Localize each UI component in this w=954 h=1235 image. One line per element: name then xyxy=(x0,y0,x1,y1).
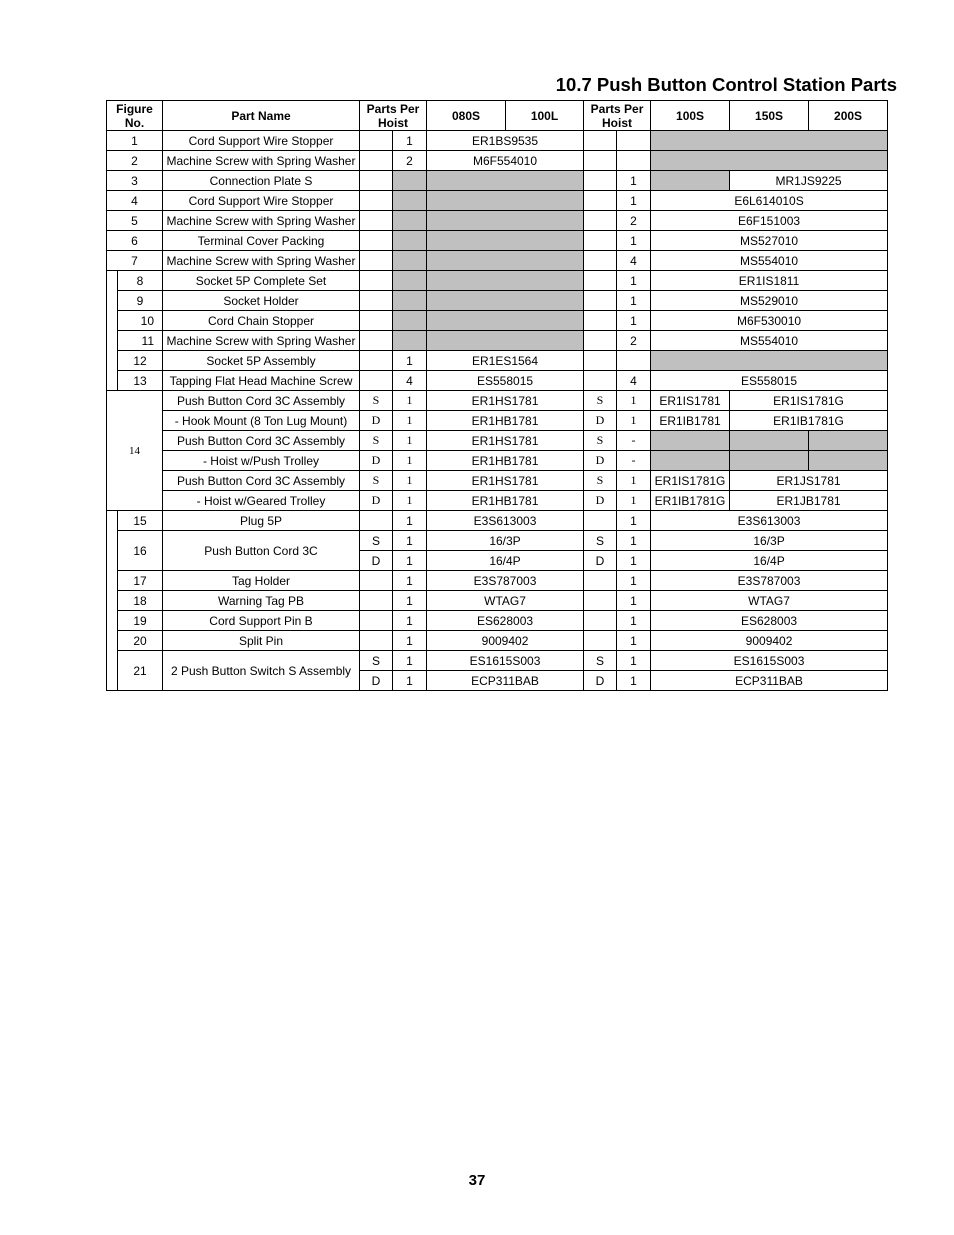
table-row xyxy=(107,391,888,411)
na-cell xyxy=(393,171,427,191)
qty-b: 1 xyxy=(617,631,651,651)
table-row xyxy=(107,571,888,591)
size-cell-a xyxy=(360,191,393,211)
part-no-150s-200s: ER1IS1781G xyxy=(730,391,888,411)
part-no-b: E3S787003 xyxy=(651,571,888,591)
part-no-b: 16/4P xyxy=(651,551,888,571)
size-b: S xyxy=(584,431,617,451)
figure-no: 5 xyxy=(107,211,163,231)
part-name: Socket Holder xyxy=(163,291,360,311)
part-name: - Hoist w/Push Trolley xyxy=(163,451,360,471)
qty-a: 1 xyxy=(393,491,427,511)
part-no-a: E3S613003 xyxy=(427,511,584,531)
part-name: Cord Chain Stopper xyxy=(163,311,360,331)
size-a: D xyxy=(360,671,393,691)
size-b: S xyxy=(584,471,617,491)
part-no-a: 16/3P xyxy=(427,531,584,551)
figure-no: 6 xyxy=(107,231,163,251)
part-no-b: ES628003 xyxy=(651,611,888,631)
part-no-a: ER1HS1781 xyxy=(427,391,584,411)
size-cell-a xyxy=(360,151,393,171)
size-cell-b xyxy=(584,311,617,331)
na-cell xyxy=(393,331,427,351)
qty-a: 4 xyxy=(393,371,427,391)
size-b: S xyxy=(584,391,617,411)
part-no-b: MS529010 xyxy=(651,291,888,311)
qty-b: - xyxy=(617,451,651,471)
size-cell-a xyxy=(360,611,393,631)
page-number: 37 xyxy=(468,1172,486,1189)
part-name: Plug 5P xyxy=(163,511,360,531)
qty-a: 1 xyxy=(393,131,427,151)
part-no-b: 9009402 xyxy=(651,631,888,651)
qty-b: 2 xyxy=(617,211,651,231)
na-cell xyxy=(809,451,888,471)
part-no-a: ES628003 xyxy=(427,611,584,631)
size-cell-b xyxy=(584,351,617,371)
size-cell-a xyxy=(360,291,393,311)
indent-column xyxy=(107,271,118,391)
na-cell xyxy=(427,271,584,291)
part-name: Cord Support Wire Stopper xyxy=(163,191,360,211)
na-cell xyxy=(393,211,427,231)
part-name: - Hook Mount (8 Ton Lug Mount) xyxy=(163,411,360,431)
size-cell-b xyxy=(584,151,617,171)
na-cell xyxy=(393,271,427,291)
qty-a: 1 xyxy=(393,651,427,671)
na-cell xyxy=(393,311,427,331)
size-cell-b xyxy=(584,171,617,191)
na-cell xyxy=(651,451,730,471)
size-cell-b xyxy=(584,291,617,311)
part-no-a: 9009402 xyxy=(427,631,584,651)
part-name: Warning Tag PB xyxy=(163,591,360,611)
qty-a: 1 xyxy=(393,551,427,571)
size-cell-b xyxy=(584,211,617,231)
table-row xyxy=(107,231,888,251)
table-row xyxy=(107,471,888,491)
qty-b: 1 xyxy=(617,471,651,491)
size-b: D xyxy=(584,551,617,571)
size-a: S xyxy=(360,471,393,491)
table-row xyxy=(107,351,888,371)
qty-a: 1 xyxy=(393,451,427,471)
qty-b: 1 xyxy=(617,651,651,671)
size-cell-b xyxy=(584,571,617,591)
part-no-150s-200s: ER1JS1781 xyxy=(730,471,888,491)
figure-no: 7 xyxy=(107,251,163,271)
qty-b: 1 xyxy=(617,291,651,311)
qty-b xyxy=(617,131,651,151)
na-cell xyxy=(427,191,584,211)
size-cell-b xyxy=(584,191,617,211)
qty-b: - xyxy=(617,431,651,451)
na-cell xyxy=(651,151,888,171)
part-no-b: MR1JS9225 xyxy=(730,171,888,191)
header-part-name: Part Name xyxy=(163,101,360,131)
na-cell xyxy=(427,171,584,191)
part-no-a: ER1HS1781 xyxy=(427,471,584,491)
size-cell-b xyxy=(584,611,617,631)
header-parts-per-hoist-a: Parts Per Hoist xyxy=(360,101,427,131)
part-no-b: E3S613003 xyxy=(651,511,888,531)
size-cell-a xyxy=(360,171,393,191)
table-row xyxy=(107,491,888,511)
part-no-150s-200s: ER1IB1781G xyxy=(730,411,888,431)
na-cell xyxy=(730,431,809,451)
figure-no: 19 xyxy=(118,611,163,631)
qty-b xyxy=(617,151,651,171)
figure-no: 18 xyxy=(118,591,163,611)
table-header-row xyxy=(107,101,888,131)
table-row xyxy=(107,171,888,191)
qty-b: 2 xyxy=(617,331,651,351)
part-no-a: WTAG7 xyxy=(427,591,584,611)
qty-b: 1 xyxy=(617,671,651,691)
qty-b: 1 xyxy=(617,491,651,511)
table-row xyxy=(107,431,888,451)
qty-b: 1 xyxy=(617,171,651,191)
part-no-a: ER1HB1781 xyxy=(427,491,584,511)
na-cell xyxy=(427,311,584,331)
part-no-100s: ER1IB1781 xyxy=(651,411,730,431)
figure-no: 17 xyxy=(118,571,163,591)
part-name: Socket 5P Complete Set xyxy=(163,271,360,291)
size-a: S xyxy=(360,431,393,451)
size-a: D xyxy=(360,451,393,471)
figure-no: 4 xyxy=(107,191,163,211)
figure-no: 3 xyxy=(107,171,163,191)
table-row xyxy=(107,511,888,531)
table-row xyxy=(107,411,888,431)
na-cell xyxy=(809,431,888,451)
table-row xyxy=(107,151,888,171)
table-row xyxy=(107,531,888,551)
part-no-a: E3S787003 xyxy=(427,571,584,591)
figure-no: 9 xyxy=(118,291,163,311)
na-cell xyxy=(393,291,427,311)
table-row xyxy=(107,271,888,291)
part-name: 2 Push Button Switch S Assembly xyxy=(163,651,360,691)
part-no-a: ECP311BAB xyxy=(427,671,584,691)
size-cell-a xyxy=(360,591,393,611)
na-cell xyxy=(393,231,427,251)
part-no-b: ECP311BAB xyxy=(651,671,888,691)
size-cell-a xyxy=(360,351,393,371)
indent-column xyxy=(107,511,118,691)
qty-b: 1 xyxy=(617,531,651,551)
part-name: Split Pin xyxy=(163,631,360,651)
part-no-a: ER1HS1781 xyxy=(427,431,584,451)
part-no-b: MS554010 xyxy=(651,331,888,351)
part-no-a: ER1BS9535 xyxy=(427,131,584,151)
figure-no: 13 xyxy=(118,371,163,391)
part-no-b: 16/3P xyxy=(651,531,888,551)
size-b: D xyxy=(584,491,617,511)
page-title: 10.7 Push Button Control Station Parts xyxy=(555,74,897,95)
part-no-a: ES558015 xyxy=(427,371,584,391)
table-row xyxy=(107,291,888,311)
na-cell xyxy=(427,251,584,271)
size-cell-a xyxy=(360,511,393,531)
size-cell-a xyxy=(360,251,393,271)
size-a: S xyxy=(360,391,393,411)
part-name: Tapping Flat Head Machine Screw xyxy=(163,371,360,391)
part-no-100s: ER1IS1781G xyxy=(651,471,730,491)
na-cell xyxy=(393,191,427,211)
part-no-b: ES1615S003 xyxy=(651,651,888,671)
part-no-a: ER1ES1564 xyxy=(427,351,584,371)
part-name: Push Button Cord 3C Assembly xyxy=(163,431,360,451)
part-no-b: M6F530010 xyxy=(651,311,888,331)
part-name: Push Button Cord 3C xyxy=(163,531,360,571)
header-100s: 100S xyxy=(651,101,730,131)
part-name: Push Button Cord 3C Assembly xyxy=(163,471,360,491)
size-cell-a xyxy=(360,331,393,351)
qty-b: 1 xyxy=(617,411,651,431)
qty-b: 1 xyxy=(617,231,651,251)
table-row xyxy=(107,651,888,671)
size-cell-b xyxy=(584,371,617,391)
size-cell-a xyxy=(360,131,393,151)
size-a: D xyxy=(360,411,393,431)
header-080s: 080S xyxy=(427,101,506,131)
figure-no: 2 xyxy=(107,151,163,171)
qty-b: 1 xyxy=(617,611,651,631)
size-cell-b xyxy=(584,511,617,531)
na-cell xyxy=(427,211,584,231)
size-b: D xyxy=(584,671,617,691)
part-name: Terminal Cover Packing xyxy=(163,231,360,251)
na-cell xyxy=(651,171,730,191)
size-a: D xyxy=(360,491,393,511)
figure-no: 10 xyxy=(118,311,163,331)
part-no-b: MS527010 xyxy=(651,231,888,251)
qty-a: 1 xyxy=(393,611,427,631)
na-cell xyxy=(651,351,888,371)
na-cell xyxy=(651,131,888,151)
qty-b: 1 xyxy=(617,551,651,571)
table-row xyxy=(107,611,888,631)
figure-no: 8 xyxy=(118,271,163,291)
part-name: Machine Screw with Spring Washer xyxy=(163,251,360,271)
table-row xyxy=(107,591,888,611)
qty-a: 1 xyxy=(393,351,427,371)
qty-a: 2 xyxy=(393,151,427,171)
qty-a: 1 xyxy=(393,591,427,611)
part-no-b: E6F151003 xyxy=(651,211,888,231)
table-row xyxy=(107,211,888,231)
size-cell-a xyxy=(360,371,393,391)
qty-a: 1 xyxy=(393,631,427,651)
figure-no: 12 xyxy=(118,351,163,371)
size-cell-a xyxy=(360,311,393,331)
part-name: Machine Screw with Spring Washer xyxy=(163,211,360,231)
size-b: S xyxy=(584,531,617,551)
qty-b: 1 xyxy=(617,311,651,331)
part-name: Cord Support Wire Stopper xyxy=(163,131,360,151)
qty-b: 1 xyxy=(617,191,651,211)
figure-no: 16 xyxy=(118,531,163,571)
qty-b: 1 xyxy=(617,391,651,411)
qty-b: 1 xyxy=(617,511,651,531)
size-b: D xyxy=(584,411,617,431)
part-no-a: M6F554010 xyxy=(427,151,584,171)
qty-b: 1 xyxy=(617,591,651,611)
size-b: S xyxy=(584,651,617,671)
figure-no: 14 xyxy=(107,391,163,511)
qty-a: 1 xyxy=(393,411,427,431)
header-150s: 150S xyxy=(730,101,809,131)
size-cell-b xyxy=(584,131,617,151)
part-name: Socket 5P Assembly xyxy=(163,351,360,371)
size-cell-a xyxy=(360,271,393,291)
size-cell-a xyxy=(360,231,393,251)
figure-no: 15 xyxy=(118,511,163,531)
qty-a: 1 xyxy=(393,431,427,451)
size-cell-a xyxy=(360,571,393,591)
part-name: Machine Screw with Spring Washer xyxy=(163,331,360,351)
part-name: - Hoist w/Geared Trolley xyxy=(163,491,360,511)
size-cell-b xyxy=(584,631,617,651)
size-cell-a xyxy=(360,631,393,651)
na-cell xyxy=(427,331,584,351)
size-b: D xyxy=(584,451,617,471)
part-no-a: ES1615S003 xyxy=(427,651,584,671)
qty-b: 1 xyxy=(617,271,651,291)
parts-table xyxy=(106,100,888,691)
size-cell-b xyxy=(584,271,617,291)
part-no-100s: ER1IS1781 xyxy=(651,391,730,411)
table-row xyxy=(107,331,888,351)
header-figure-no: Figure No. xyxy=(107,101,163,131)
qty-a: 1 xyxy=(393,471,427,491)
header-parts-per-hoist-b: Parts Per Hoist xyxy=(584,101,651,131)
part-no-a: 16/4P xyxy=(427,551,584,571)
table-row xyxy=(107,451,888,471)
part-no-150s-200s: ER1JB1781 xyxy=(730,491,888,511)
size-a: S xyxy=(360,651,393,671)
part-no-b: WTAG7 xyxy=(651,591,888,611)
size-cell-b xyxy=(584,331,617,351)
na-cell xyxy=(427,231,584,251)
na-cell xyxy=(730,451,809,471)
qty-a: 1 xyxy=(393,671,427,691)
size-a: S xyxy=(360,531,393,551)
table-row xyxy=(107,311,888,331)
header-100l: 100L xyxy=(506,101,584,131)
qty-b: 1 xyxy=(617,571,651,591)
qty-a: 1 xyxy=(393,391,427,411)
na-cell xyxy=(651,431,730,451)
qty-b: 4 xyxy=(617,371,651,391)
table-row xyxy=(107,131,888,151)
na-cell xyxy=(393,251,427,271)
figure-no: 1 xyxy=(107,131,163,151)
qty-b: 4 xyxy=(617,251,651,271)
part-name: Machine Screw with Spring Washer xyxy=(163,151,360,171)
table-row xyxy=(107,371,888,391)
table-row xyxy=(107,191,888,211)
part-no-100s: ER1IB1781G xyxy=(651,491,730,511)
part-no-b: MS554010 xyxy=(651,251,888,271)
part-name: Tag Holder xyxy=(163,571,360,591)
part-no-b: ER1IS1811 xyxy=(651,271,888,291)
figure-no: 20 xyxy=(118,631,163,651)
part-name: Cord Support Pin B xyxy=(163,611,360,631)
qty-a: 1 xyxy=(393,571,427,591)
figure-no: 11 xyxy=(118,331,163,351)
size-a: D xyxy=(360,551,393,571)
part-name: Push Button Cord 3C Assembly xyxy=(163,391,360,411)
part-name: Connection Plate S xyxy=(163,171,360,191)
part-no-a: ER1HB1781 xyxy=(427,411,584,431)
table-row xyxy=(107,631,888,651)
qty-b xyxy=(617,351,651,371)
size-cell-b xyxy=(584,591,617,611)
na-cell xyxy=(427,291,584,311)
size-cell-a xyxy=(360,211,393,231)
header-200s: 200S xyxy=(809,101,888,131)
size-cell-b xyxy=(584,251,617,271)
table-row xyxy=(107,251,888,271)
part-no-b: ES558015 xyxy=(651,371,888,391)
figure-no: 21 xyxy=(118,651,163,691)
part-no-a: ER1HB1781 xyxy=(427,451,584,471)
part-no-b: E6L614010S xyxy=(651,191,888,211)
size-cell-b xyxy=(584,231,617,251)
qty-a: 1 xyxy=(393,511,427,531)
qty-a: 1 xyxy=(393,531,427,551)
